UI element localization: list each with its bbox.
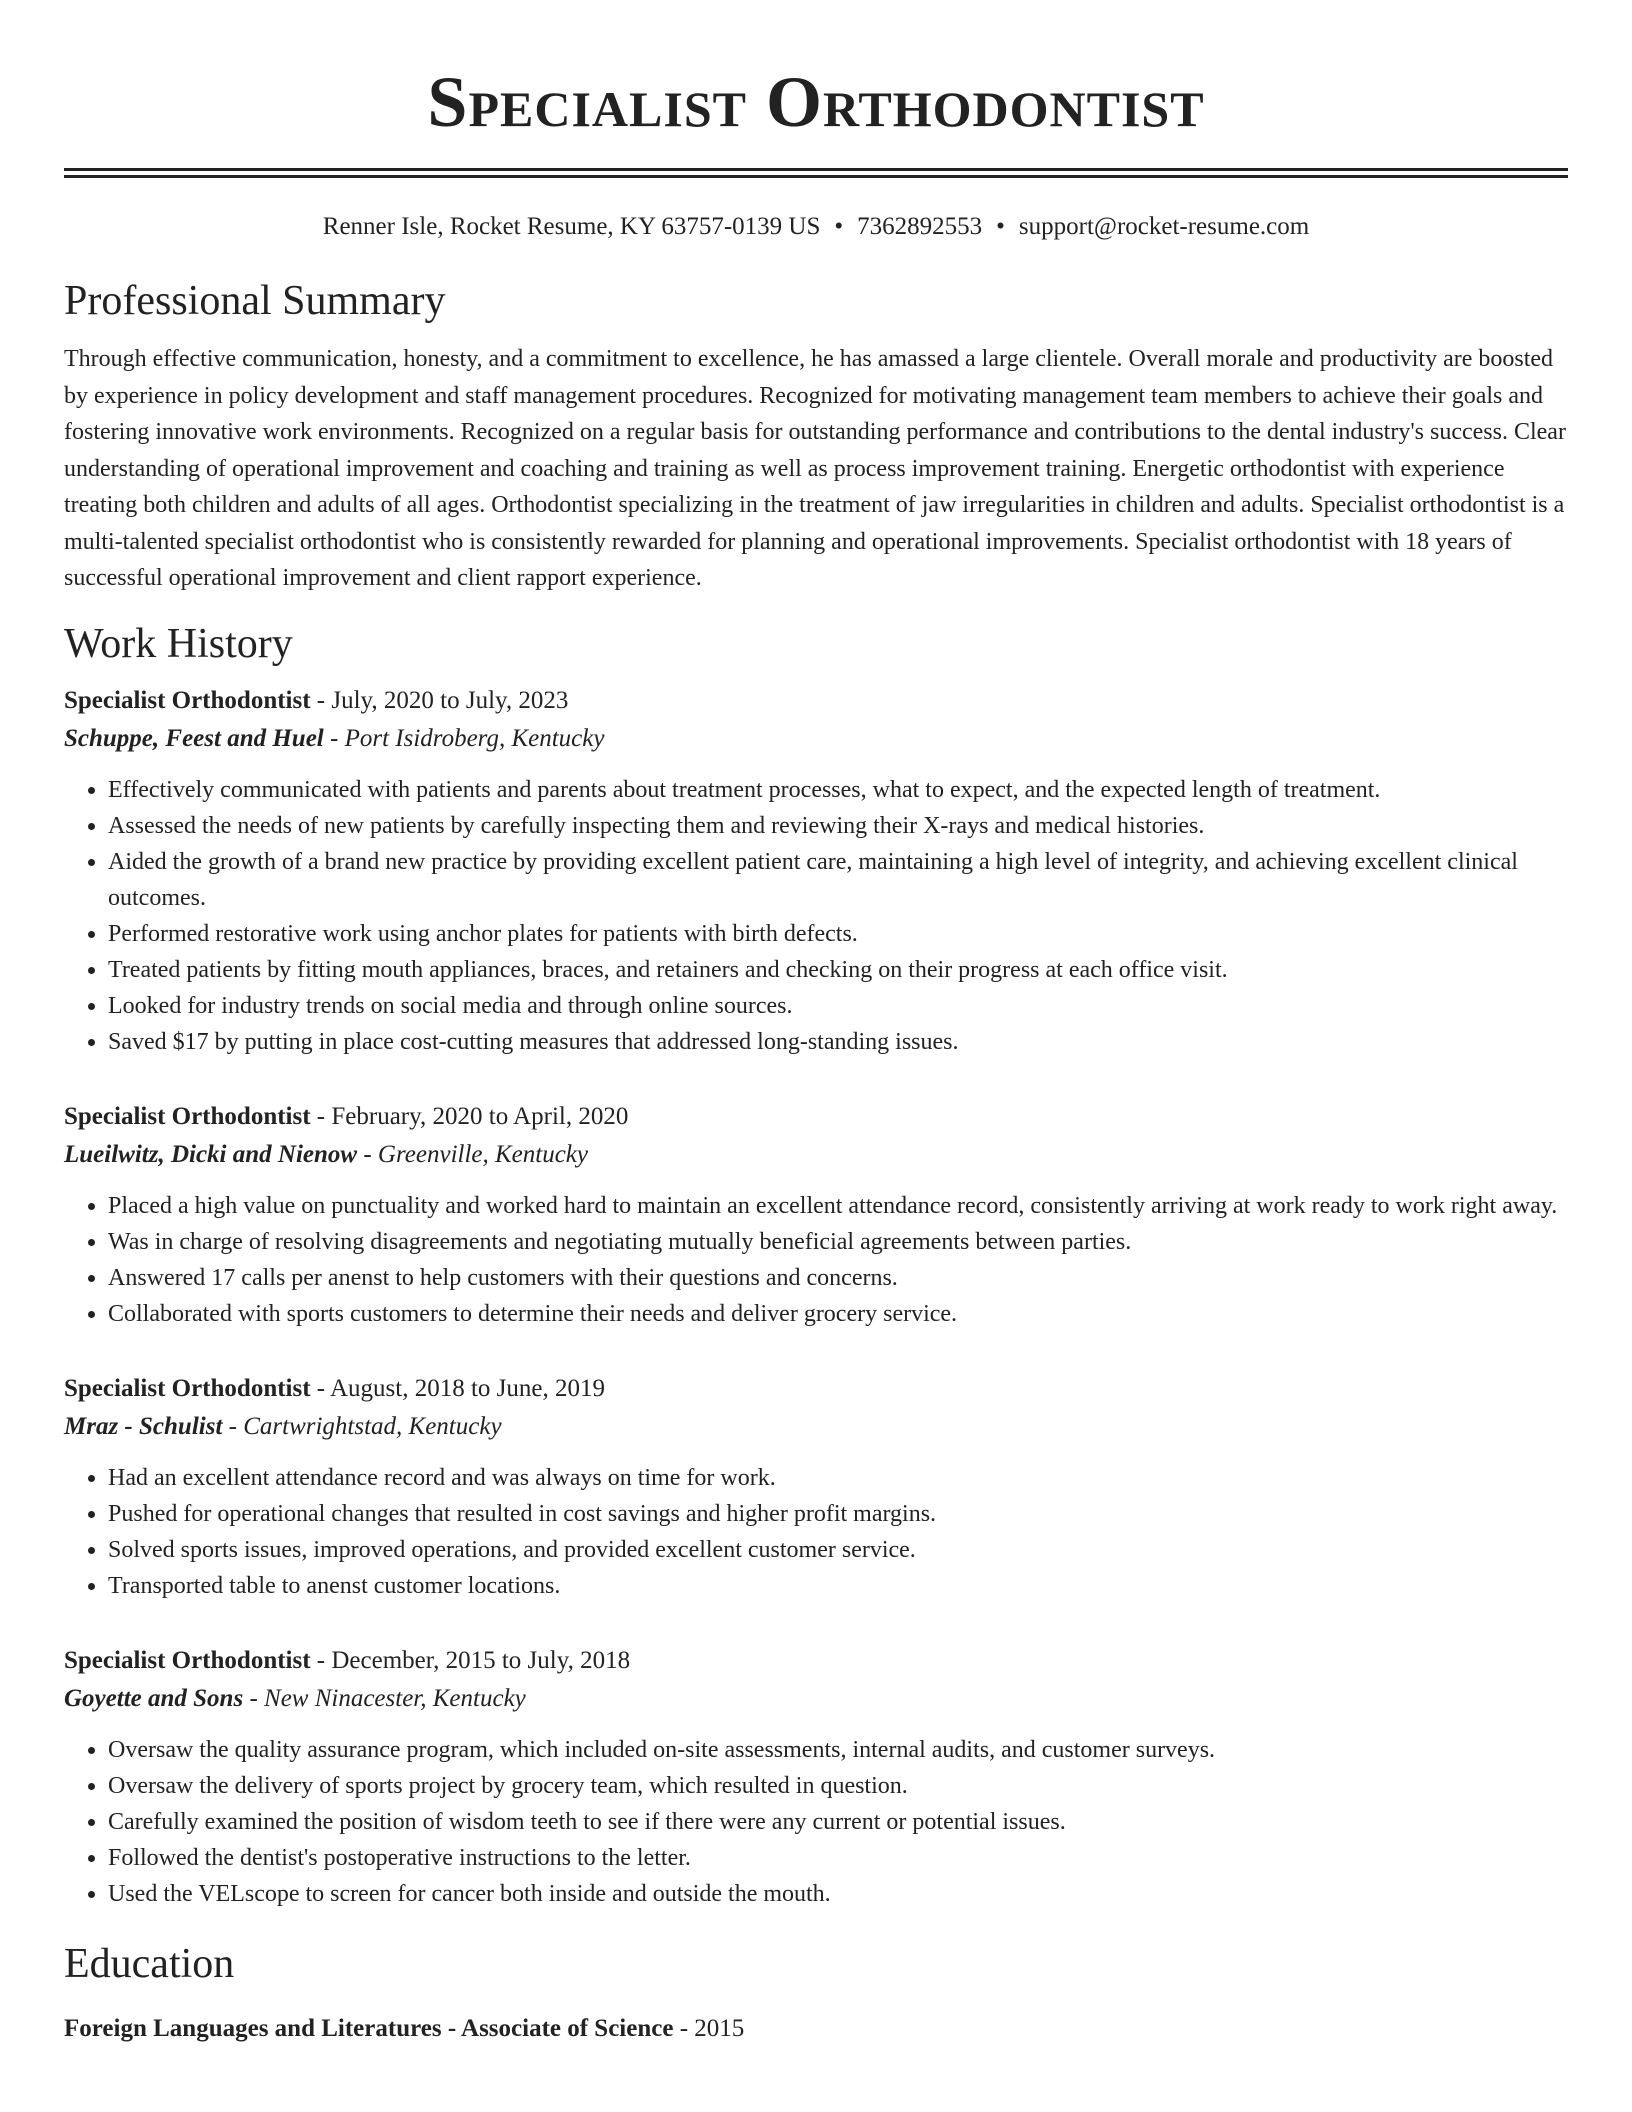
job-location: - Greenville, Kentucky <box>357 1140 589 1168</box>
job-bullets <box>64 1188 1568 1332</box>
job-title-line <box>64 1370 1568 1408</box>
resume-page <box>64 0 1568 2048</box>
job-bullet: • Followed the dentist's postoperative instructions to the letter. <box>108 1840 1568 1876</box>
job-bullet: • Collaborated with sports customers to determine their needs and deliver grocery service. <box>108 1296 1568 1332</box>
contact-address: Renner Isle, Rocket Resume, KY 63757-0139 US <box>322 213 821 240</box>
job-company-line <box>64 1408 1568 1446</box>
job-entry <box>64 1370 1568 1604</box>
contact-separator: • <box>996 213 1005 240</box>
job-bullet: • Had an excellent attendance record and was always on time for work. <box>108 1460 1568 1496</box>
job-bullet: • Performed restorative work using anchor plates for patients with birth defects. <box>108 916 1568 952</box>
contact-phone: 7362892553 <box>857 213 983 240</box>
job-bullet: • Pushed for operational changes that resulted in cost savings and higher profit margins. <box>108 1496 1568 1532</box>
job-bullet: • Oversaw the quality assurance program, which included on-site assessments, internal audits, and customer surveys. <box>108 1732 1568 1768</box>
job-bullets <box>64 1732 1568 1912</box>
job-bullet: • Looked for industry trends on social media and through online sources. <box>108 988 1568 1024</box>
job-bullet: • Oversaw the delivery of sports project by grocery team, which resulted in question. <box>108 1768 1568 1804</box>
job-bullet: • Saved $17 by putting in place cost-cutting measures that addressed long-standing issues. <box>108 1024 1568 1060</box>
job-company-line <box>64 720 1568 758</box>
job-bullets <box>64 772 1568 1060</box>
job-location: - Cartwrightstad, Kentucky <box>222 1412 502 1440</box>
job-title-line <box>64 682 1568 720</box>
job-bullets <box>64 1460 1568 1604</box>
job-bullet: • Carefully examined the position of wisdom teeth to see if there were any current or potential issues. <box>108 1804 1568 1840</box>
job-role: Specialist Orthodontist <box>64 1374 311 1402</box>
job-location: - New Ninacester, Kentucky <box>243 1684 526 1712</box>
job-title-line <box>64 1642 1568 1680</box>
job-location: - Port Isidroberg, Kentucky <box>323 724 605 752</box>
job-bullet: • Aided the growth of a brand new practice by providing excellent patient care, maintaining a high level of integrity, and achieving excellent clinical outcomes. <box>108 844 1568 916</box>
job-company-line <box>64 1136 1568 1174</box>
contact-line <box>64 211 1568 243</box>
job-role: Specialist Orthodontist <box>64 1646 311 1674</box>
job-dates: - December, 2015 to July, 2018 <box>310 1646 631 1674</box>
work-history-heading: Work History <box>64 620 293 667</box>
job-bullet: • Effectively communicated with patients and parents about treatment processes, what to expect, and the expected length of treatment. <box>108 772 1568 808</box>
job-entry <box>64 1098 1568 1332</box>
job-company: Schuppe, Feest and Huel <box>64 724 324 752</box>
job-company: Lueilwitz, Dicki and Nienow <box>64 1140 358 1168</box>
job-role: Specialist Orthodontist <box>64 686 311 714</box>
header-double-rule <box>64 168 1568 178</box>
contact-separator: • <box>834 213 844 240</box>
job-bullet: • Solved sports issues, improved operations, and provided excellent customer service. <box>108 1532 1568 1568</box>
contact-email: support@rocket-resume.com <box>1018 213 1310 240</box>
summary-text: Through effective communication, honesty, and a commitment to excellence, he has amassed a large clientele. Overall morale and productivity are boosted by experience in policy development and staff management procedures. Recognized for motivating management team members to achieve their goals and fostering innovative work environments. Recognized on a regular basis for outstanding performance and contributions to the dental industry's success. Clear understanding of operational improvement and coaching and training as well as process improvement training. Energetic orthodontist with experience treating both children and adults of all ages. Orthodontist specializing in the treatment of jaw irregularities in children and adults. Specialist orthodontist is a multi-talented specialist orthodontist who is consistently rewarded for planning and operational improvements. Specialist orthodontist with 18 years of successful operational improvement and client rapport experience. <box>64 346 1566 591</box>
job-bullet: • Treated patients by fitting mouth appliances, braces, and retainers and checking on their progress at each office visit. <box>108 952 1568 988</box>
job-dates: - August, 2018 to June, 2019 <box>310 1374 605 1402</box>
job-dates: - February, 2020 to April, 2020 <box>310 1102 629 1130</box>
job-role: Specialist Orthodontist <box>64 1102 311 1130</box>
education-heading: Education <box>64 1940 235 1987</box>
job-company-line <box>64 1680 1568 1718</box>
job-bullet: • Was in charge of resolving disagreements and negotiating mutually beneficial agreements between parties. <box>108 1224 1568 1260</box>
job-title-line <box>64 1098 1568 1136</box>
summary-heading: Professional Summary <box>64 278 446 324</box>
education-entry <box>64 2010 1568 2048</box>
job-company: Goyette and Sons <box>64 1684 244 1712</box>
job-dates: - July, 2020 to July, 2023 <box>310 686 569 714</box>
education-degree: Foreign Languages and Literatures - Associate of Science <box>64 2014 674 2042</box>
job-entry <box>64 682 1568 1060</box>
resume-name: Specialist Orthodontist <box>427 62 1205 142</box>
job-company: Mraz - Schulist <box>64 1412 223 1440</box>
job-bullet: • Placed a high value on punctuality and worked hard to maintain an excellent attendance record, consistently arriving at work ready to work right away. <box>108 1188 1568 1224</box>
job-entry <box>64 1642 1568 1912</box>
job-bullet: • Answered 17 calls per anenst to help customers with their questions and concerns. <box>108 1260 1568 1296</box>
education-year: - 2015 <box>673 2014 745 2042</box>
job-bullet: • Transported table to anenst customer locations. <box>108 1568 1568 1604</box>
job-bullet: • Used the VELscope to screen for cancer both inside and outside the mouth. <box>108 1876 1568 1912</box>
job-bullet: • Assessed the needs of new patients by carefully inspecting them and reviewing their X-rays and medical histories. <box>108 808 1568 844</box>
